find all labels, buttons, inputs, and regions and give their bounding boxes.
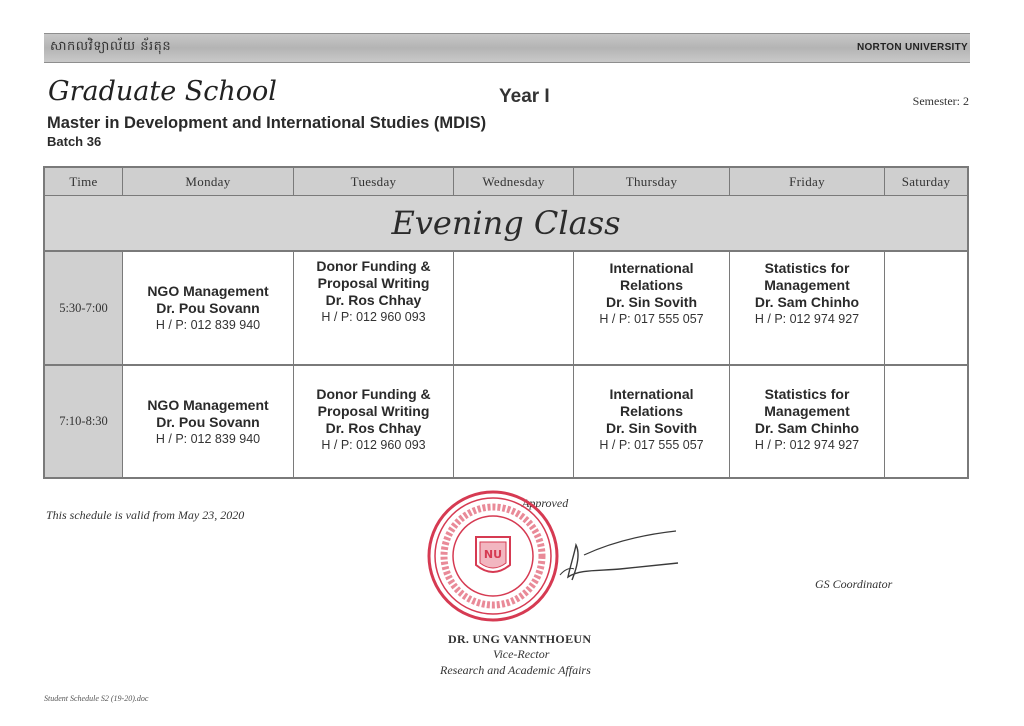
column-header-tuesday: Tuesday [294,168,454,196]
program-title: Master in Development and International Studies (MDIS) [47,114,487,132]
validity-note: This schedule is valid from May 23, 2020 [46,508,245,522]
class-cell-tuesday [294,252,454,364]
khmer-university-name: សាកលវិទ្យាល័យ ន័រតុន [50,39,172,54]
file-name-footer: Student Schedule S2 (19-20).doc [44,694,149,703]
university-name: NORTON UNIVERSITY [856,42,968,53]
teacher-phone: H / P: 012 839 940 [155,431,261,446]
class-cell-friday [730,252,885,364]
signatory-department: Research and Academic Affairs [440,663,591,677]
teacher-name: Dr. Ros Chhay [325,420,422,436]
class-cell-saturday [885,366,967,477]
column-header-monday: Monday [123,168,294,196]
gs-coordinator-label: GS Coordinator [815,577,893,591]
year-label: Year I [499,86,550,107]
teacher-name: Dr. Ros Chhay [325,292,422,308]
header-band [44,33,970,63]
handwritten-signature [540,525,680,585]
course-title-line2: Proposal Writing [317,275,430,291]
course-title-line2: Relations [619,277,683,293]
teacher-name: Dr. Sin Sovith [605,420,697,436]
batch-label: Batch 36 [47,134,102,149]
column-header-thursday: Thursday [574,168,730,196]
course-title-line1: Donor Funding & [316,386,431,402]
signatory-name: DR. UNG VANNTHOEUN [448,632,592,646]
course-title-line2: Relations [619,403,683,419]
teacher-phone: H / P: 017 555 057 [599,312,704,326]
teacher-name: Dr. Sin Sovith [605,294,697,310]
time-slot: 5:30-7:00 [45,252,123,364]
teacher-phone: H / P: 012 839 940 [155,318,261,332]
class-cell-tuesday [294,366,454,477]
class-cell-thursday [574,252,730,364]
semester-label: Semester: 2 [912,94,969,108]
course-title-line2: Management [764,403,850,419]
teacher-name: Dr. Pou Sovann [156,300,260,316]
course-title-line1: International [609,260,694,276]
teacher-phone: H / P: 012 974 927 [754,438,860,452]
course-title: NGO Management [147,396,269,413]
seal-text: NU [483,548,503,561]
column-header-friday: Friday [730,168,885,196]
class-cell-friday [730,366,885,477]
course-title-line1: Donor Funding & [316,258,431,274]
course-title-line1: International [609,386,694,402]
class-cell-saturday [885,252,967,364]
teacher-phone: H / P: 012 960 093 [321,310,426,324]
course-title-line1: Statistics for [764,260,850,276]
class-cell-monday [123,366,294,477]
approved-label: Approved [522,496,569,510]
column-header-time: Time [45,168,123,196]
column-header-wednesday: Wednesday [454,168,574,196]
school-title: Graduate School [48,76,277,107]
class-cell-wednesday [454,366,574,477]
teacher-phone: H / P: 012 960 093 [321,438,426,452]
teacher-phone: H / P: 012 974 927 [754,312,860,326]
class-cell-monday [123,252,294,364]
teacher-name: Dr. Sam Chinho [754,294,860,310]
class-cell-wednesday [454,252,574,364]
column-header-saturday: Saturday [885,168,967,196]
teacher-name: Dr. Pou Sovann [156,413,260,430]
course-title-line2: Proposal Writing [317,403,430,419]
teacher-phone: H / P: 017 555 057 [599,438,704,452]
signatory-title: Vice-Rector [493,647,550,661]
time-slot: 7:10-8:30 [45,366,123,477]
evening-class-banner: Evening Class [45,196,967,252]
course-title-line1: Statistics for [764,386,850,402]
teacher-name: Dr. Sam Chinho [754,420,860,436]
class-cell-thursday [574,366,730,477]
course-title: NGO Management [147,283,269,299]
schedule-table [43,166,969,479]
course-title-line2: Management [764,277,850,293]
